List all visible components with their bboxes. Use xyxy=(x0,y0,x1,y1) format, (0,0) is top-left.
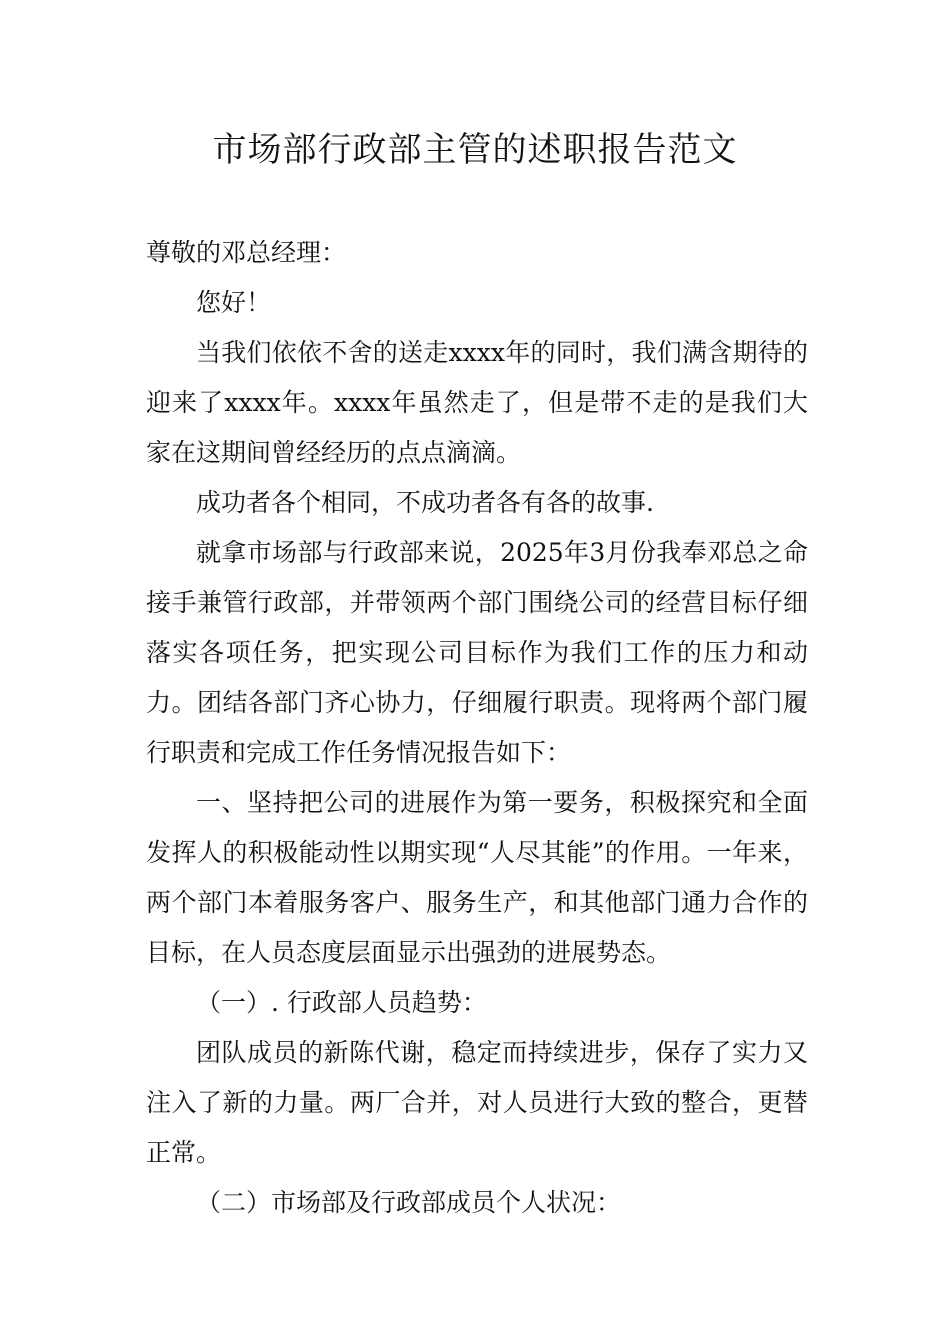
document-body xyxy=(146,228,808,1228)
paragraph-section-one: 一、坚持把公司的进展作为第一要务，积极探究和全面发挥人的积极能动性以期实现“人尽其能”的作用。一年来，两个部门本着服务客户、服务生产，和其他部门通力合作的目标，在人员态度层面显示出强劲的进展势态。 xyxy=(146,788,808,967)
document-title: 市场部行政部主管的述职报告范文 xyxy=(212,130,738,170)
paragraph-team-renewal: 团队成员的新陈代谢，稳定而持续进步，保存了实力又注入了新的力量。两厂合并，对人员进行大致的整合，更替正常。 xyxy=(146,1038,808,1167)
paragraph-farewell-year: 当我们依依不舍的送走xxxx年的同时，我们满含期待的迎来了xxxx年。xxxx年虽然走了，但是带不走的是我们大家在这期间曾经经历的点点滴滴。 xyxy=(146,338,808,467)
paragraph-success: 成功者各个相同，不成功者各有各的故事. xyxy=(196,488,654,517)
paragraph-greeting: 您好！ xyxy=(196,288,272,317)
salutation: 尊敬的邓总经理： xyxy=(146,238,347,267)
subheading-member-status: （二）市场部及行政部成员个人状况： xyxy=(196,1188,622,1217)
subheading-admin-trend: （一）. 行政部人员趋势： xyxy=(196,988,487,1017)
paragraph-overview: 就拿市场部与行政部来说，2025年3月份我奉邓总之命接手兼管行政部，并带领两个部门围绕公司的经营目标仔细落实各项任务，把实现公司目标作为我们工作的压力和动力。团结各部门齐心协力，仔细履行职责。现将两个部门履行职责和完成工作任务情况报告如下： xyxy=(146,538,808,767)
